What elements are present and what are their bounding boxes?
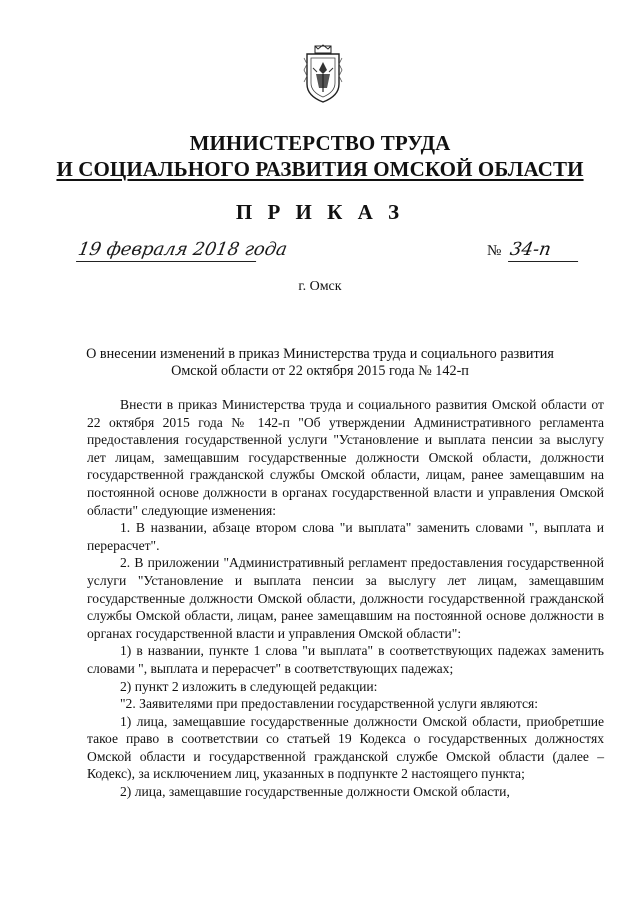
ministry-title-line1: МИНИСТЕРСТВО ТРУДА: [189, 131, 451, 155]
handwritten-date: 19 февраля 2018 года: [76, 239, 289, 260]
number-label: №: [487, 243, 502, 259]
body-paragraph: "2. Заявителями при предоставлении государственной услуги являются:: [120, 696, 539, 712]
ministry-title-line2-text: И СОЦИАЛЬНОГО РАЗВИТИЯ ОМСКОЙ ОБЛАСТИ: [56, 157, 584, 181]
order-subject: [0, 346, 640, 380]
order-subject-line2: Омской области от 22 октября 2015 года № 142-п: [171, 363, 469, 379]
body-paragraph: 2) лица, замещавшие государственные должности Омской области,: [120, 784, 510, 800]
body-paragraph: 1) лица, замещавшие государственные должности Омской области, приобретшие такое право в соответствии со статьей 19 Кодекса о государственных должностях Омской области и государственной гражданской службе Омской области (далее – Кодекс), за исключением лиц, указанных в подпункте 2 настоящего пункта;: [87, 713, 604, 782]
body-paragraph: Внести в приказ Министерства труда и социального развития Омской области от 22 октября 2015 года № 142-п "Об утверждении Административного регламента предоставления государственной услуги "Установление и выплата пенсии за выслугу лет лицам, замещавшим государственные должности Омской области, должности государственной гражданской службы Омской области, лицам, ранее замещавшим на постоянной основе должности в органах государственной власти и управления Омской области" следующие изменения:: [87, 397, 604, 518]
order-body: [87, 396, 604, 801]
body-paragraph: 1) в названии, пункте 1 слова "и выплата" в соответствующих падежах заменить словами ", выплата и перерасчет" в соответствующих падежах;: [87, 643, 604, 676]
order-subject-line1: О внесении изменений в приказ Министерства труда и социального развития: [86, 346, 554, 362]
ministry-title-line2: [0, 156, 640, 182]
omsk-coat-of-arms-icon: [303, 44, 343, 104]
body-paragraph: 1. В названии, абзаце втором слова "и выплата" заменить словами ", выплата и перерасчет".: [87, 520, 604, 553]
body-paragraph: 2) пункт 2 изложить в следующей редакции:: [120, 678, 378, 694]
document-type: П Р И К А З: [235, 200, 405, 224]
handwritten-number: 34-п: [508, 239, 582, 262]
body-paragraph: 2. В приложении "Административный регламент предоставления государственной услуги "Установление и выплата пенсии за выслугу лет лицам, замещавшим государственные должности Омской области, должности государственной гражданской службы Омской области, лицам, ранее замещавшим на постоянной основе должности в органах государственной власти и управления Омской области":: [87, 555, 604, 641]
city: г. Омск: [298, 279, 342, 294]
